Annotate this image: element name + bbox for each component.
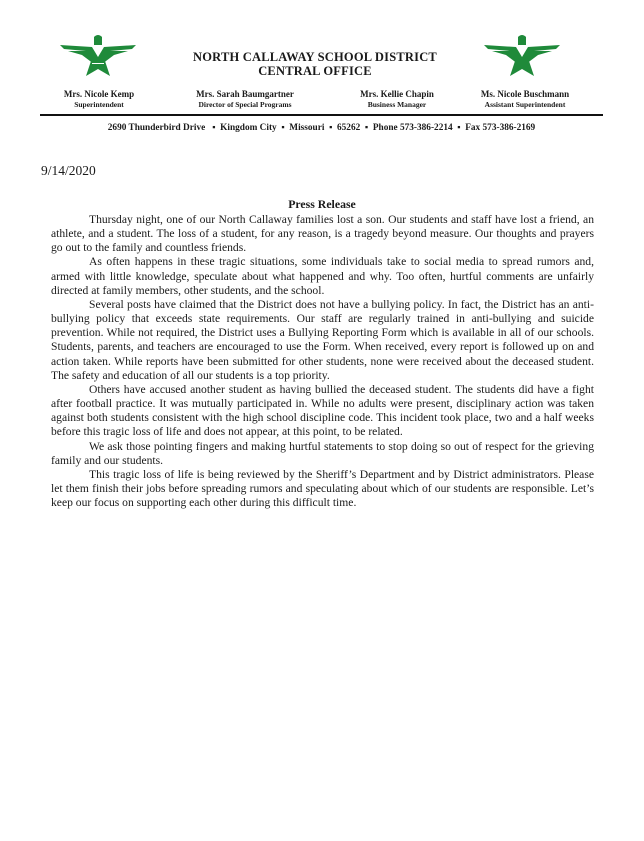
address-line: 2690 Thunderbird Drive ▪ Kingdom City ▪ Missouri ▪ 65262 ▪ Phone 573-386-2214 ▪ Fax 573-386-2169 xyxy=(107,123,536,133)
staff-name: Mrs. Nicole Kemp xyxy=(63,89,135,99)
thunderbird-logo-icon xyxy=(482,33,562,77)
paragraph: Thursday night, one of our North Callaway families lost a son. Our students and staff have lost a friend, an athlete, and a student. The loss of a student, for any reason, is a tragedy beyond measure. Our thoughts and prayers go out to the family and countless friends. xyxy=(51,213,594,255)
document-date: 9/14/2020 xyxy=(41,163,96,178)
staff-name: Ms. Nicole Buschmann xyxy=(480,89,570,99)
staff-name: Mrs. Sarah Baumgartner xyxy=(196,89,294,99)
paragraph: Several posts have claimed that the District does not have a bullying policy. In fact, the District has an anti-bullying policy that exceeds state requirements. Our staff are regularly trained in anti-bullying and suicide prevention. While not required, the District uses a Bullying Reporting Form which is available in all of our schools. Students, parents, and teachers are encouraged to use the Form. When received, every report is followed up on and action taken. While reports have been submitted for other students, none were received about the deceased student. The safety and education of all our students is a top priority. xyxy=(51,297,594,382)
staff-title: Business Manager xyxy=(367,100,427,109)
staff-title: Director of Special Programs xyxy=(198,100,292,109)
org-name: NORTH CALLAWAY SCHOOL DISTRICT xyxy=(193,50,437,64)
header-divider xyxy=(40,114,603,116)
staff-title: Assistant Superintendent xyxy=(484,100,566,109)
paragraph: Others have accused another student as having bullied the deceased student. The students did have a fight after football practice. It was mutually participated in. While no adults were present, disciplinary action was taken against both students consistent with the high school discipline code. This incident took place, two and a half weeks before this tragic loss of life and does not appear, at this point, to be related. xyxy=(51,382,594,439)
paragraph: This tragic loss of life is being reviewed by the Sheriff’s Department and by District administrators. Please let them finish their jobs before spreading rumors and speculating about which of our students are responsible. Let’s keep our focus on supporting each other during this difficult time. xyxy=(51,467,594,510)
staff-member xyxy=(29,89,169,110)
staff-name: Mrs. Kellie Chapin xyxy=(360,89,434,99)
staff-member xyxy=(327,89,467,110)
document-title: Press Release xyxy=(288,197,356,211)
paragraph: As often happens in these tragic situations, some individuals take to social media to spread rumors and, armed with little knowledge, speculate about what happened and why. Too often, hurtful comments are unfairly directed at family members, other students, and the school. xyxy=(51,255,594,297)
staff-member xyxy=(455,89,595,110)
staff-member xyxy=(175,89,315,110)
thunderbird-logo-right-svg xyxy=(482,33,562,77)
document-body xyxy=(51,213,594,510)
paragraph: We ask those pointing fingers and making hurtful statements to stop doing so out of respect for the grieving family and our students. xyxy=(51,439,594,467)
office-name: CENTRAL OFFICE xyxy=(258,64,372,78)
staff-title: Superintendent xyxy=(74,100,124,109)
thunderbird-logo-icon xyxy=(58,33,138,77)
thunderbird-logo-left-svg xyxy=(58,33,138,77)
